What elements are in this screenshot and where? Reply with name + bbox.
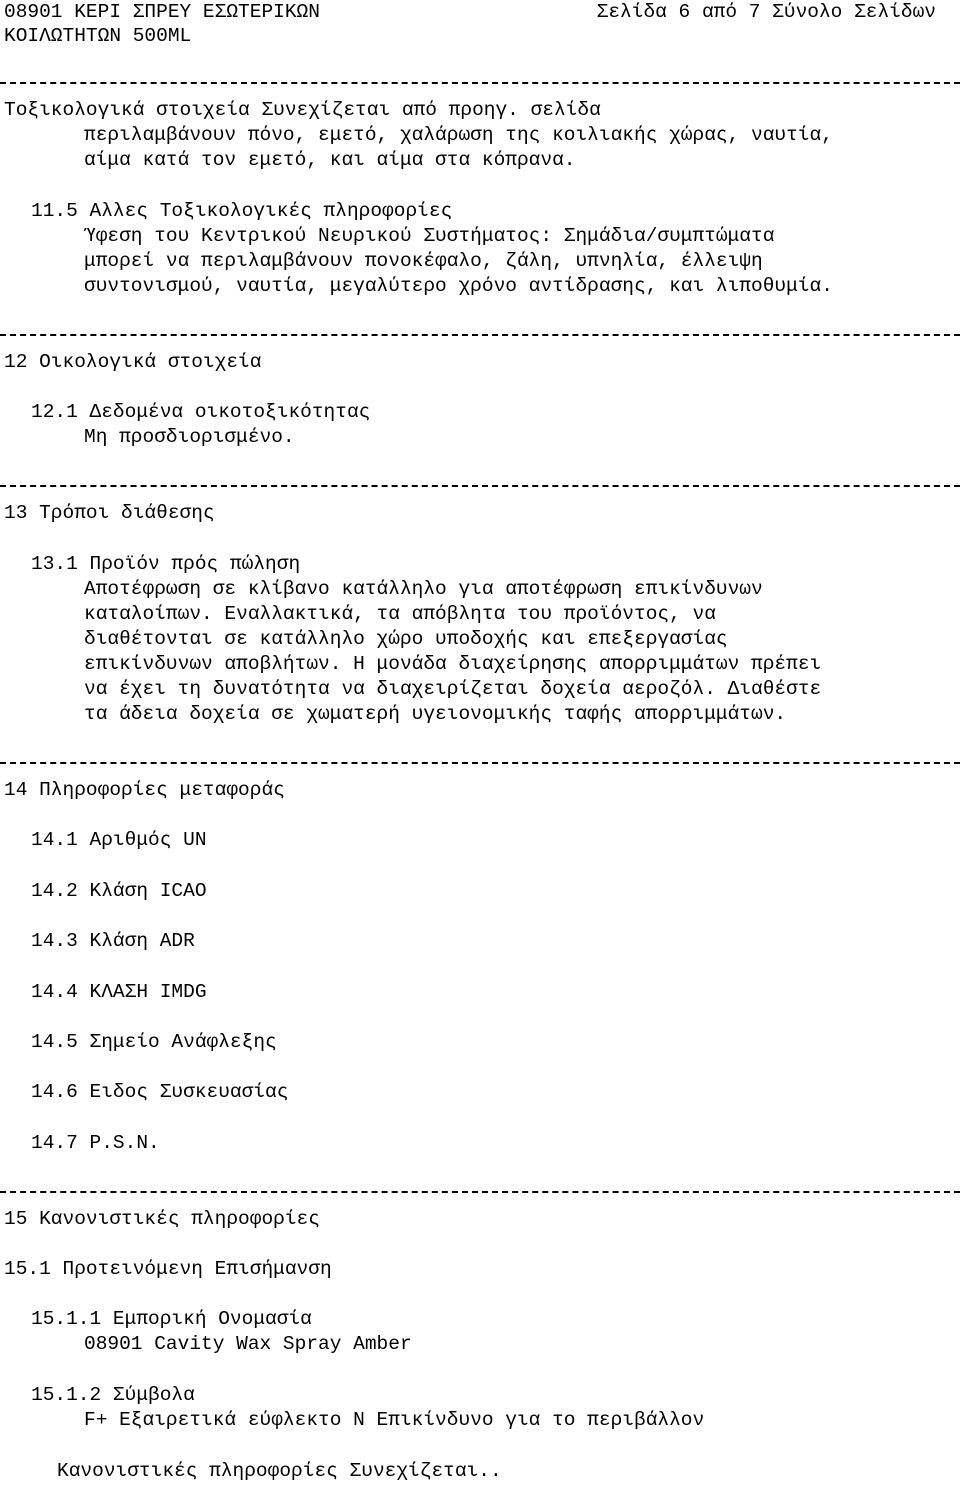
transport-item: 14.5 Σημείο Ανάφλεξης <box>31 1031 277 1053</box>
continues-footer: Κανονιστικές πληροφορίες Συνεχίζεται.. <box>57 1460 502 1482</box>
transport-item: 14.1 Αριθμός UN <box>31 829 207 851</box>
section-separator <box>0 82 960 84</box>
section-13-title: 13 Τρόποι διάθεσης <box>4 502 215 524</box>
toxicology-text-line: περιλαμβάνουν πόνο, εμετό, χαλάρωση της κοιλιακής χώρας, ναυτία, <box>84 124 833 146</box>
transport-item: 14.7 P.S.N. <box>31 1132 160 1154</box>
section-15-title: 15 Κανονιστικές πληροφορίες <box>4 1208 320 1230</box>
subsection-13-1-text: διαθέτονται σε κατάλληλο χώρο υποδοχής και επεξεργασίας <box>84 628 728 650</box>
subsection-11-5-text: Ύφεση του Κεντρικού Νευρικού Συστήματος: Σημάδια/συμπτώματα <box>84 225 775 247</box>
product-name-line2: ΚΟΙΛΩΤΗΤΩΝ 500ML <box>4 25 192 47</box>
subsection-15-1-title: 15.1 Προτεινόμενη Επισήμανση <box>4 1258 332 1280</box>
section-separator <box>0 1191 960 1193</box>
hazard-symbols-value: F+ Εξαιρετικά εύφλεκτο N Επικίνδυνο για το περιβάλλον <box>84 1409 705 1431</box>
subsection-13-1-text: να έχει τη δυνατότητα να διαχειρίζεται δοχεία αεροζόλ. Διαθέστε <box>84 678 822 700</box>
section-separator <box>0 334 960 336</box>
section-separator <box>0 762 960 764</box>
transport-item: 14.6 Ειδος Συσκευασίας <box>31 1081 289 1103</box>
subsection-12-1-title: 12.1 Δεδομένα οικοτοξικότητας <box>31 401 371 423</box>
section-14-title: 14 Πληροφορίες μεταφοράς <box>4 779 285 801</box>
subsection-13-1-text: τα άδεια δοχεία σε χωματερή υγειονομικής ταφής απορριμμάτων. <box>84 703 787 725</box>
section-separator <box>0 485 960 487</box>
toxicology-text-line: αίμα κατά τον εμετό, και αίμα στα κόπρανα. <box>84 149 576 171</box>
page-indicator: Σελίδα 6 από 7 Σύνολο Σελίδων <box>596 1 936 23</box>
trade-name-value: 08901 Cavity Wax Spray Amber <box>84 1333 412 1355</box>
transport-item: 14.3 Κλάση ADR <box>31 930 195 952</box>
subsection-15-1-1-title: 15.1.1 Εμπορική Ονομασία <box>31 1308 312 1330</box>
subsection-11-5-text: μπορεί να περιλαμβάνουν πονοκέφαλο, ζάλη, υπνηλία, έλλειψη <box>84 250 763 272</box>
subsection-12-1-value: Μη προσδιορισμένο. <box>84 426 295 448</box>
product-name-line1: 08901 ΚΕΡΙ ΣΠΡΕΥ ΕΣΩΤΕΡΙΚΩΝ <box>4 1 320 23</box>
subsection-13-1-title: 13.1 Προϊόν πρός πώληση <box>31 553 301 575</box>
subsection-13-1-text: επικίνδυνων αποβλήτων. Η μονάδα διαχείρησης απορριμμάτων πρέπει <box>84 653 822 675</box>
subsection-13-1-text: καταλοίπων. Εναλλακτικά, τα απόβλητα του προϊόντος, να <box>84 603 716 625</box>
section-12-title: 12 Οικολογικά στοιχεία <box>4 351 262 373</box>
subsection-13-1-text: Αποτέφρωση σε κλίβανο κατάλληλο για αποτέφρωση επικίνδυνων <box>84 578 763 600</box>
subsection-15-1-2-title: 15.1.2 Σύμβολα <box>31 1384 195 1406</box>
transport-item: 14.4 ΚΛΑΣΗ IMDG <box>31 981 207 1003</box>
subsection-11-5-text: συντονισμού, ναυτία, μεγαλύτερο χρόνο αντίδρασης, και λιποθυμία. <box>84 275 833 297</box>
subsection-11-5-title: 11.5 Αλλες Τοξικολογικές πληροφορίες <box>31 200 453 222</box>
transport-item: 14.2 Κλάση ICAO <box>31 880 207 902</box>
section-11-continued-heading: Τοξικολογικά στοιχεία Συνεχίζεται από προηγ. σελίδα <box>4 99 601 121</box>
